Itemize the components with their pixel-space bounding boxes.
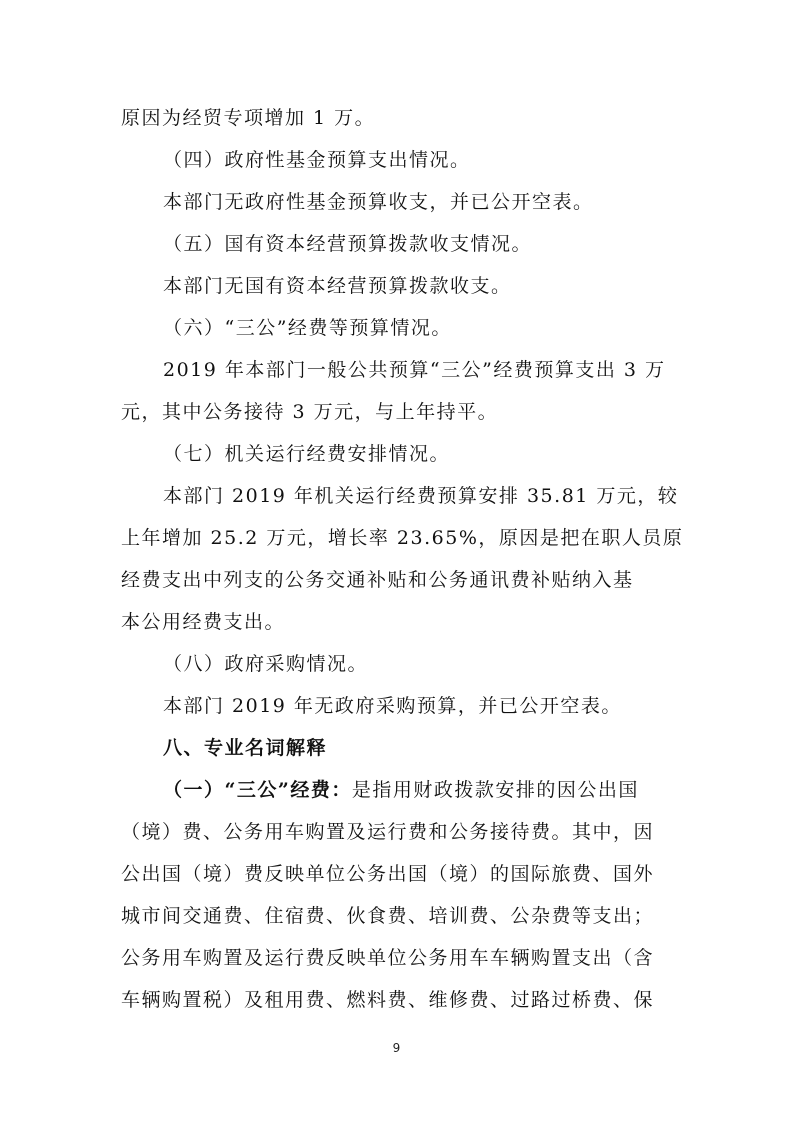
section-heading-4: （四）政府性基金预算支出情况。 bbox=[163, 149, 471, 171]
definition-line: 城市间交通费、住宿费、伙食费、培训费、公杂费等支出； bbox=[121, 905, 655, 927]
paragraph-line: 上年增加 25.2 万元，增长率 23.65%，原因是把在职人员原 bbox=[121, 527, 684, 549]
section-heading-7: （七）机关运行经费安排情况。 bbox=[163, 443, 451, 465]
section-heading-5: （五）国有资本经营预算拨款收支情况。 bbox=[163, 233, 533, 255]
paragraph-line: 本部门无国有资本经营预算拨款收支。 bbox=[163, 275, 512, 297]
definition-line: 车辆购置税）及租用费、燃料费、维修费、过路过桥费、保 bbox=[121, 989, 655, 1011]
paragraph-line: 元，其中公务接待 3 万元，与上年持平。 bbox=[121, 401, 499, 423]
page-number: 9 bbox=[392, 1041, 401, 1055]
definition-first-line bbox=[163, 778, 639, 802]
paragraph-line: 原因为经贸专项增加 1 万。 bbox=[121, 107, 376, 129]
paragraph-line: 本公用经费支出。 bbox=[121, 611, 286, 633]
paragraph-line: 本部门无政府性基金预算收支，并已公开空表。 bbox=[163, 191, 594, 213]
paragraph-line: 本部门 2019 年机关运行经费预算安排 35.81 万元，较 bbox=[163, 485, 679, 507]
definition-line: 公务用车购置及运行费反映单位公务用车车辆购置支出（含 bbox=[121, 947, 655, 969]
paragraph-line: 经费支出中列支的公务交通补贴和公务通讯费补贴纳入基 bbox=[121, 569, 634, 591]
definition-text: 是指用财政拨款安排的因公出国 bbox=[351, 779, 639, 801]
section-heading-6: （六）“三公”经费等预算情况。 bbox=[163, 317, 452, 339]
chapter-heading: 八、专业名词解释 bbox=[163, 737, 328, 759]
section-heading-8: （八）政府采购情况。 bbox=[163, 653, 369, 675]
definition-line: （境）费、公务用车购置及运行费和公务接待费。其中，因 bbox=[121, 821, 655, 843]
paragraph-line: 本部门 2019 年无政府采购预算，并已公开空表。 bbox=[163, 695, 622, 717]
definition-term: （一）“三公”经费： bbox=[163, 779, 352, 801]
definition-line: 公出国（境）费反映单位公务出国（境）的国际旅费、国外 bbox=[121, 863, 655, 885]
paragraph-line: 2019 年本部门一般公共预算“三公”经费预算支出 3 万 bbox=[163, 359, 666, 381]
